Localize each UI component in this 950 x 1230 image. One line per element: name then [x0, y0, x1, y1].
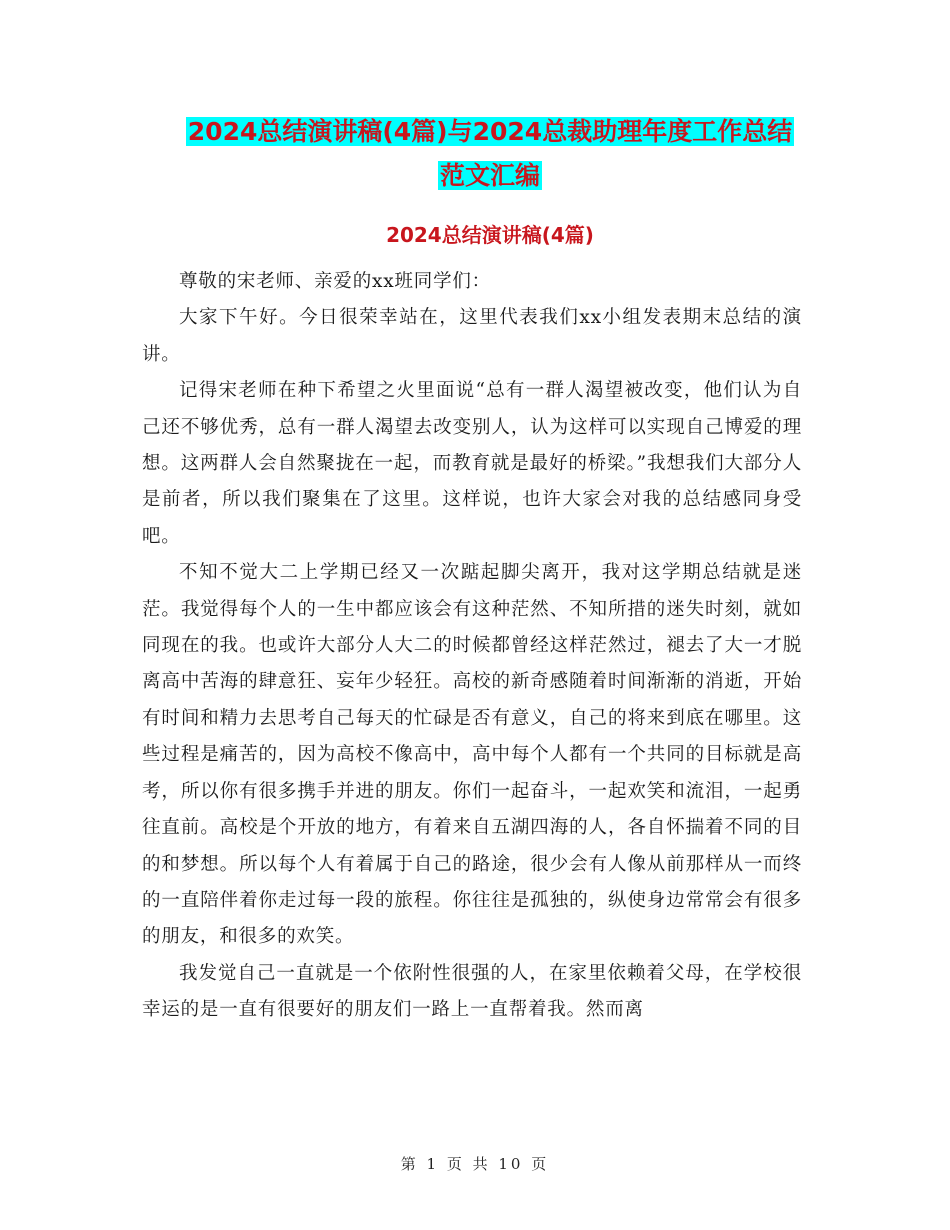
paragraph: 大家下午好。今日很荣幸站在，这里代表我们xx小组发表期末总结的演讲。 — [142, 307, 802, 365]
document-title-line2: 范文汇编 — [439, 161, 540, 190]
paragraph: 记得宋老师在种下希望之火里面说“总有一群人渴望被改变，他们认为自己还不够优秀，总有一群人渴望去改变别人，认为这样可以实现自己博爱的理想。这两群人会自然聚拢在一起，而教育就是最好的桥梁。”我想我们大部分人是前者，所以我们聚集在了这里。这样说，也许大家会对我的总结感同身受吧。 — [142, 380, 802, 547]
paragraph-salutation: 尊敬的宋老师、亲爱的xx班同学们： — [179, 271, 491, 292]
paragraph: 不知不觉大二上学期已经又一次踮起脚尖离开，我对这学期总结就是迷茫。我觉得每个人的一生中都应该会有这种茫然、不知所措的迷失时刻，就如同现在的我。也或许大部分人大二的时候都曾经这样茫然过，褪去了大一才脱离高中苦海的肆意狂、妄年少轻狂。高校的新奇感随着时间渐渐的消逝，开始有时间和精力去思考自己每天的忙碌是否有意义，自己的将来到底在哪里。这些过程是痛苦的，因为高校不像高中，高中每个人都有一个共同的目标就是高考，所以你有很多携手并进的朋友。你们一起奋斗，一起欢笑和流泪，一起勇往直前。高校是个开放的地方，有着来自五湖四海的人，各自怀揣着不同的目的和梦想。所以每个人有着属于自己的路途，很少会有人像从前那样从一而终的一直陪伴着你走过每一段的旅程。你往往是孤独的，纵使身边常常会有很多的朋友，和很多的欢笑。 — [142, 562, 802, 948]
document-title — [140, 110, 840, 198]
page-number-footer: 第 1 页 共 10 页 — [400, 1155, 550, 1173]
paragraph: 我发觉自己一直就是一个依附性很强的人，在家里依赖着父母，在学校很幸运的是一直有很要好的朋友们一路上一直帮着我。然而离 — [142, 962, 802, 1021]
document-title-line1: 2024总结演讲稿(4篇)与2024总裁助理年度工作总结 — [187, 117, 793, 146]
document-body — [142, 264, 802, 1029]
section-title: 2024总结演讲稿(4篇) — [386, 223, 594, 247]
